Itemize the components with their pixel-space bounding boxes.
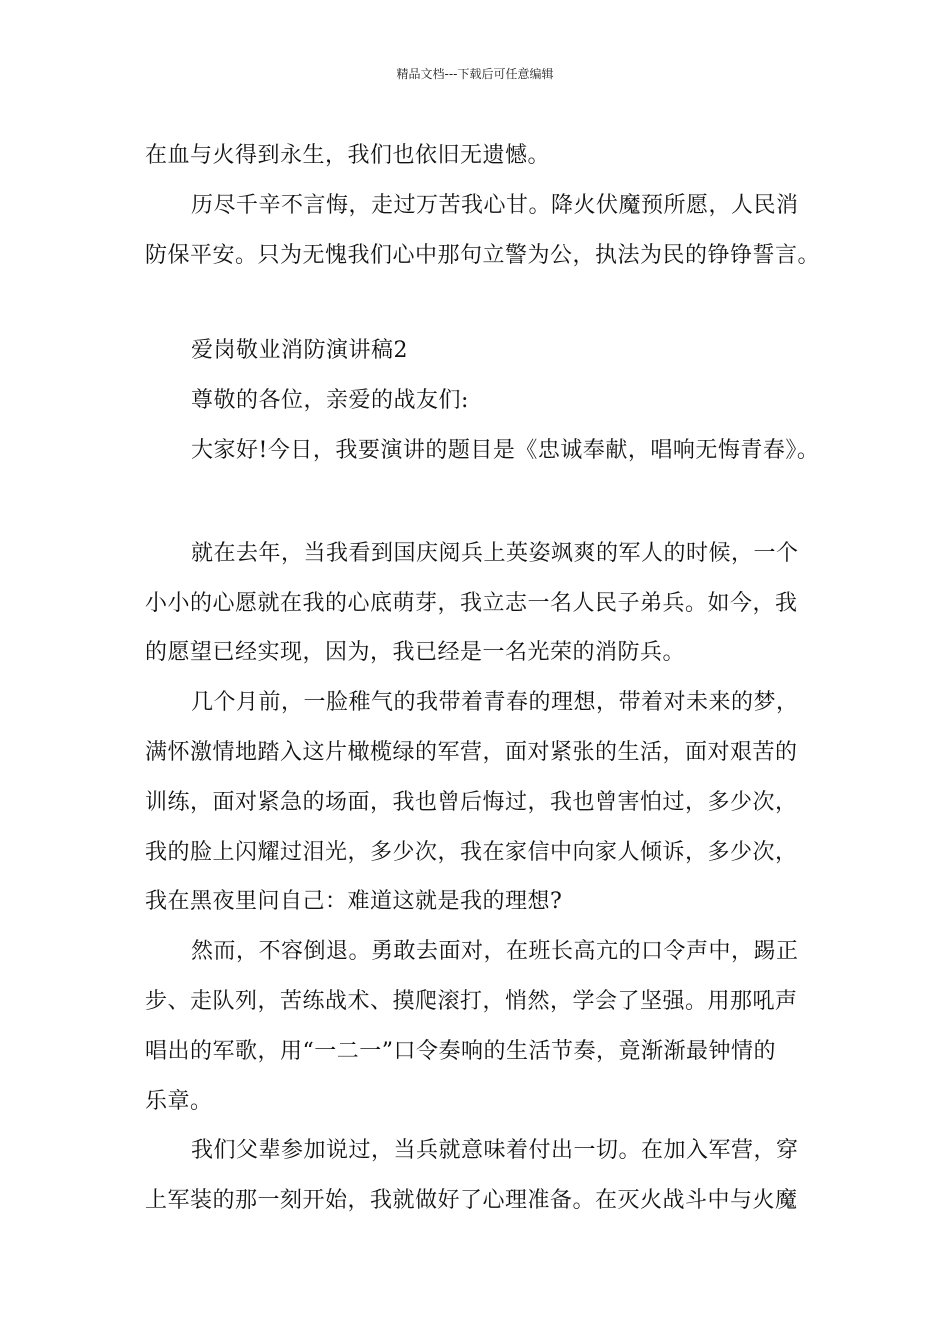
- document-body: [145, 131, 825, 1226]
- paragraph-line: 满怀激情地踏入这片橄榄绿的军营，面对紧张的生活，面对艰苦的: [145, 739, 798, 765]
- paragraph-line: 我们父辈参加说过，当兵就意味着付出一切。在加入军营，穿: [191, 1138, 799, 1164]
- paragraph-line: 的愿望已经实现，因为，我已经是一名光荣的消防兵。: [145, 640, 686, 666]
- page-header: 精品文档---下载后可任意编辑: [396, 67, 554, 81]
- paragraph-line: 防保平安。只为无愧我们心中那句立警为公，执法为民的铮铮誓言。: [145, 242, 821, 268]
- blank-line: [145, 476, 825, 529]
- paragraph-line: 训练，面对紧急的场面，我也曾后悔过，我也曾害怕过，多少次，: [145, 789, 798, 815]
- paragraph-line: 就在去年，当我看到国庆阅兵上英姿飒爽的军人的时候，一个: [191, 540, 799, 566]
- paragraph-line: 大家好!今日，我要演讲的题目是《忠诚奉献，唱响无悔青春》。: [191, 437, 820, 463]
- paragraph-line: 历尽千辛不言悔，走过万苦我心甘。降火伏魔预所愿，人民消: [191, 192, 799, 218]
- paragraph-line: 唱出的军歌，用“一二一”口令奏响的生活节奏，竟渐渐最钟情的: [145, 1038, 776, 1064]
- paragraph-line: 乐章。: [145, 1088, 213, 1114]
- salutation: 尊敬的各位，亲爱的战友们:: [191, 388, 469, 414]
- paragraph-line: 几个月前，一脸稚气的我带着青春的理想，带着对未来的梦，: [191, 690, 799, 716]
- paragraph-line: 步、走队列，苦练战术、摸爬滚打，悄然，学会了坚强。用那吼声: [145, 988, 798, 1014]
- paragraph-line: 小小的心愿就在我的心底萌芽，我立志一名人民子弟兵。如今，我: [145, 590, 798, 616]
- paragraph-line: 我在黑夜里问自己：难道这就是我的理想?: [145, 889, 563, 915]
- paragraph-line: 然而，不容倒退。勇敢去面对，在班长高亢的口令声中，踢正: [191, 939, 799, 965]
- paragraph-line: 在血与火得到永生，我们也依旧无遗憾。: [145, 143, 551, 168]
- blank-line: [145, 280, 825, 326]
- section-title: 爱岗敬业消防演讲稿2: [191, 338, 408, 364]
- paragraph-line: 上军装的那一刻开始，我就做好了心理准备。在灭火战斗中与火魔: [145, 1188, 798, 1214]
- paragraph-line: 我的脸上闪耀过泪光，多少次，我在家信中向家人倾诉，多少次，: [145, 839, 798, 865]
